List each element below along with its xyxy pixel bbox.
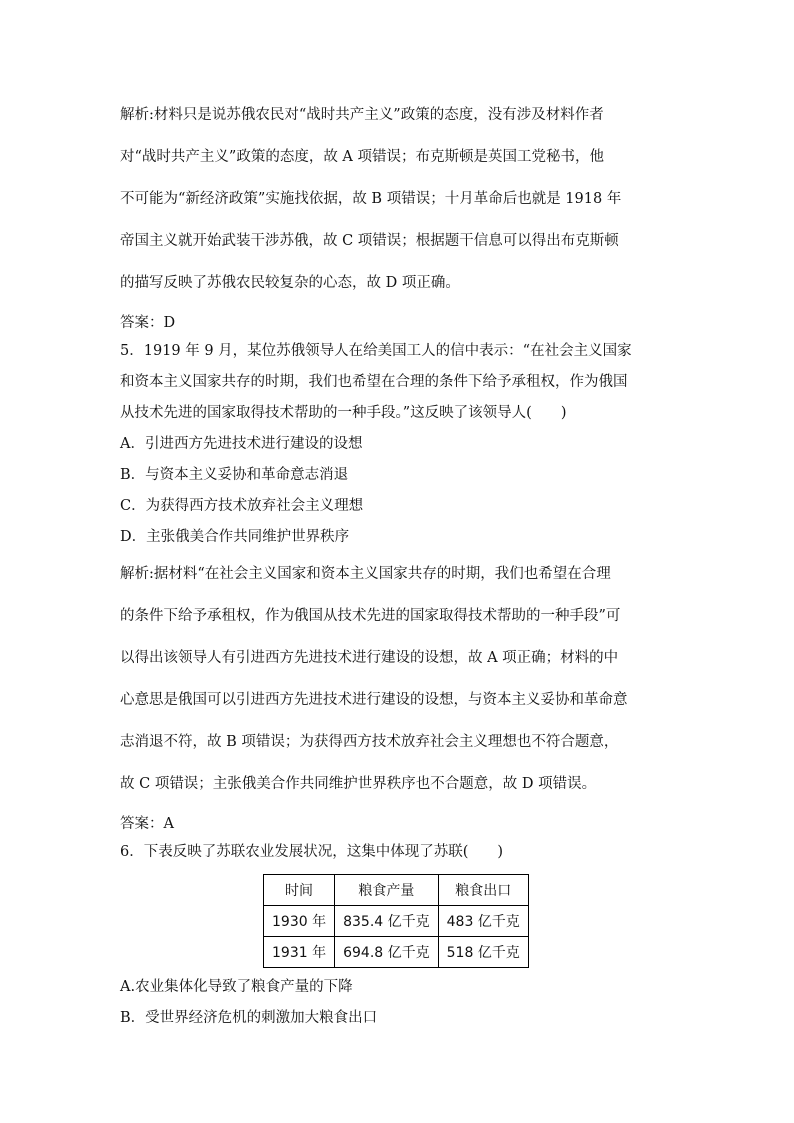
q4-explanation	[120, 94, 680, 304]
table-row	[264, 937, 529, 968]
q5-answer: 答案：A	[120, 816, 174, 832]
q6-stem: 6．下表反映了苏联农业发展状况，这集中体现了苏联( )	[120, 844, 504, 860]
q5-explanation-line-5: 志消退不符，故 B 项错误；为获得西方技术放弃社会主义理想也不符合题意，	[120, 734, 619, 750]
q5-stem-line-1: 5．1919 年 9 月，某位苏俄领导人在给美国工人的信中表示：“在社会主义国家	[120, 343, 632, 359]
q4-explanation-line-3: 不可能为“新经济政策”实施找依据，故 B 项错误；十月革命后也就是 1918 年	[120, 191, 622, 207]
table-cell: 835.4 亿千克	[335, 906, 439, 937]
q4-answer: 答案：D	[120, 315, 176, 331]
q4-explanation-label: 解析:	[120, 107, 154, 123]
table-row	[264, 906, 529, 937]
q6-option-a: A.农业集体化导致了粮食产量的下降	[120, 979, 353, 995]
q5-explanation-line-1: 解析:据材料“在社会主义国家和资本主义国家共存的时期，我们也希望在合理	[120, 566, 611, 582]
q6-option-b: B．受世界经济危机的刺激加大粮食出口	[120, 1010, 378, 1026]
table-header-output: 粮食产量	[335, 875, 439, 906]
table-cell: 1931 年	[264, 937, 335, 968]
q5-option-b: B．与资本主义妥协和革命意志消退	[120, 467, 349, 483]
table-cell: 483 亿千克	[438, 906, 528, 937]
grain-table	[263, 874, 529, 968]
table-cell: 518 亿千克	[438, 937, 528, 968]
q4-explanation-line-1: 解析:材料只是说苏俄农民对“战时共产主义”政策的态度，没有涉及材料作者	[120, 107, 604, 123]
table-header-row	[264, 875, 529, 906]
q4-explanation-line-4: 帝国主义就开始武装干涉苏俄，故 C 项错误；根据题干信息可以得出布克斯顿	[120, 233, 619, 249]
table-header-export: 粮食出口	[438, 875, 528, 906]
q5-explanation-line-3: 以得出该领导人有引进西方先进技术进行建设的设想，故 A 项正确；材料的中	[120, 650, 619, 666]
table-cell: 1930 年	[264, 906, 335, 937]
document-page	[120, 94, 680, 1034]
q5-stem-line-3: 从技术先进的国家取得技术帮助的一种手段。”这反映了该领导人( )	[120, 405, 567, 421]
q6-question	[120, 837, 680, 1034]
table-cell: 694.8 亿千克	[335, 937, 439, 968]
q5-explanation-label: 解析:	[120, 566, 154, 582]
q5-explanation-line-2: 的条件下给予承租权，作为俄国从技术先进的国家取得技术帮助的一种手段”可	[120, 608, 621, 624]
q4-explanation-line-2: 对“战时共产主义”政策的态度，故 A 项错误；布克斯顿是英国工党秘书，他	[120, 149, 605, 165]
q5-question	[120, 336, 680, 553]
q5-option-d: D．主张俄美合作共同维护世界秩序	[120, 529, 350, 545]
q5-explanation	[120, 553, 680, 805]
q4-explanation-line-5: 的描写反映了苏俄农民较复杂的心态，故 D 项正确。	[120, 275, 460, 291]
q5-explanation-line-4: 心意思是俄国可以引进西方先进技术进行建设的设想，与资本主义妥协和革命意	[120, 692, 628, 708]
q5-option-a: A．引进西方先进技术进行建设的设想	[120, 436, 363, 452]
table-header-time: 时间	[264, 875, 335, 906]
q5-stem-line-2: 和资本主义国家共存的时期，我们也希望在合理的条件下给予承租权，作为俄国	[120, 374, 628, 390]
q5-option-c: C．为获得西方技术放弃社会主义理想	[120, 498, 364, 514]
q5-explanation-line-6: 故 C 项错误；主张俄美合作共同维护世界秩序也不合题意，故 D 项错误。	[120, 776, 597, 792]
